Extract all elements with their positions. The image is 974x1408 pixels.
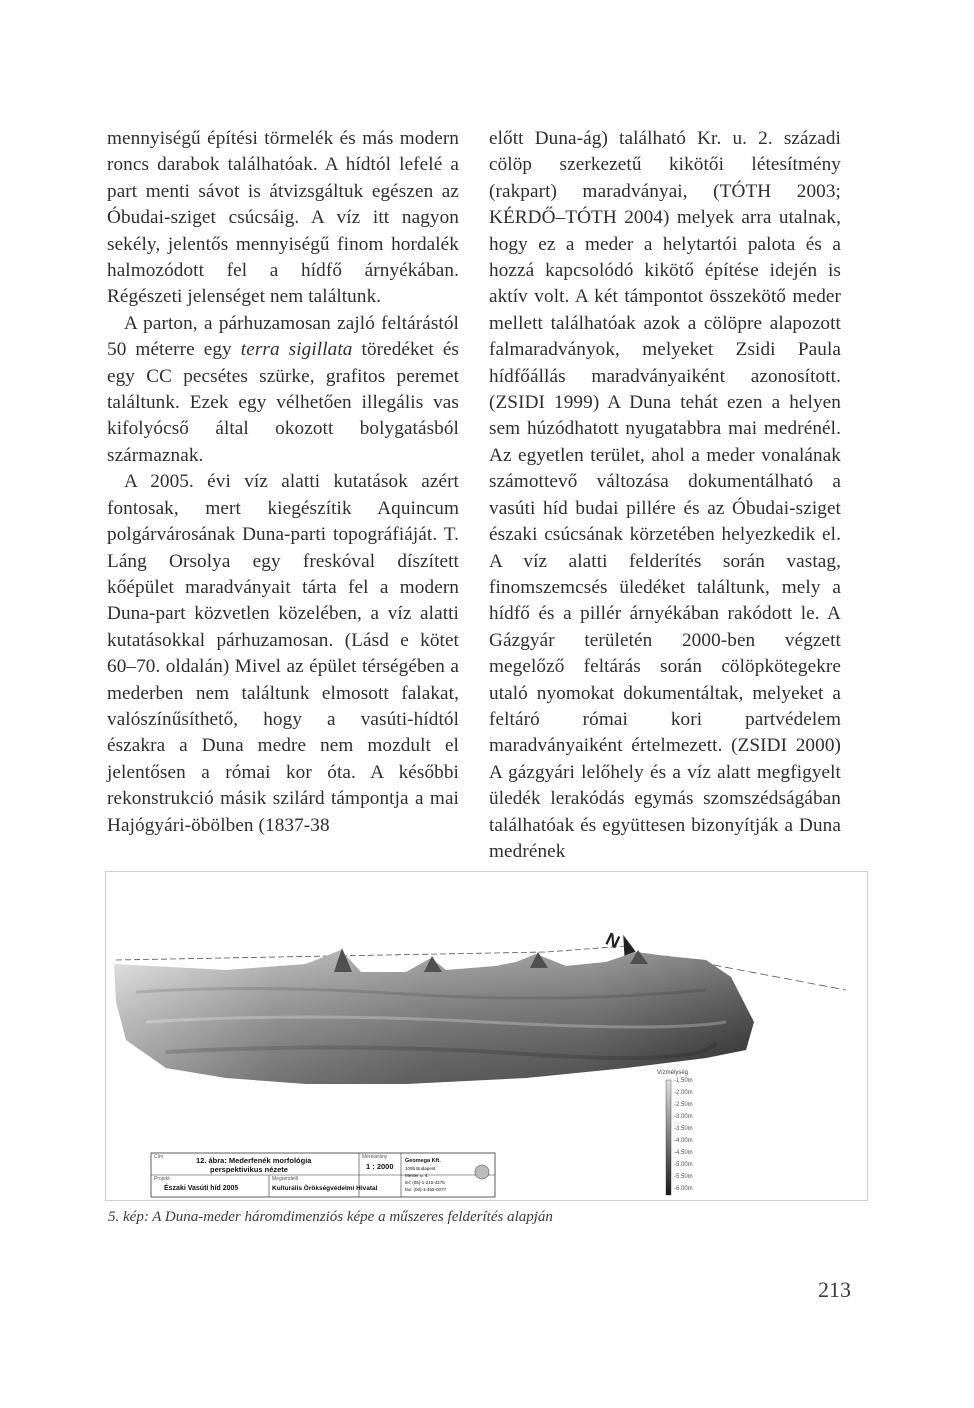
- paragraph: A parton, a párhuzamosan zajló feltárástól 50 méterre egy terra sigillata töredéket és egy CC pecsétes szürke, grafitos peremet találtunk. Ezek egy vélhetően illegális vas kifolyócső által okozott bolygatásból származnak.: [107, 312, 460, 466]
- legend-label: -3.00m: [674, 1114, 693, 1120]
- legend-label: -4.00m: [674, 1138, 693, 1144]
- right-text-column: [489, 126, 841, 865]
- title-block-client-label: Megrendelő: [272, 1176, 299, 1182]
- legend-label: -3.50m: [674, 1126, 693, 1132]
- title-block-client: Kulturális Örökségvédelmi Hivatal: [272, 1185, 378, 1192]
- title-block-title-line2: perspektivikus nézete: [210, 1165, 288, 1174]
- left-text-column: [107, 126, 459, 839]
- paragraph: A 2005. évi víz alatti kutatások azért fontosak, mert kiegészítik Aquincum polgárvárosának Duna-parti topográfiáját. T. Láng Orsolya egy freskóval díszített kőépület maradványait tárta fel a modern Duna-part közvetlen közelében, a víz alatti kutatásokkal párhuzamosan. (Lásd e kötet 60–70. oldalán) Mivel az épület térségében a mederben nem találtunk elmosott falakat, valószínűsíthető, hogy a vasúti-hídtól északra a Duna medre nem mozdult el jelentősen a római kor óta. A későbbi rekonstrukció másik szilárd támpontja a mai Hajógyári-öbölben (1837-38: [107, 471, 459, 836]
- title-block-project-label: Projekt: [154, 1176, 170, 1182]
- bathymetry-figure: [105, 871, 868, 1201]
- north-label: N: [602, 928, 623, 953]
- title-block-scale: 1 : 2000: [366, 1162, 394, 1171]
- legend-label: -2.00m: [674, 1090, 693, 1096]
- paragraph: előtt Duna-ág) található Kr. u. 2. századi cölöp szerkezetű kikötői létesítmény (rakpart) maradványai, (TÓTH 2003; KÉRDŐ–TÓTH 2004) melyek arra utalnak, hogy ez a meder a helytartói palota és a hozzá kapcsolódó kikötő építése idején is aktív volt. A két támpontot összekötő meder mellett találhatóak azok a cölöpre alapozott falmaradványok, melyeket Zsidi Paula hídfőállás maradványaiként azonosított. (ZSIDI 1999) A Duna tehát ezen a helyen sem húzódhatott nyugatabbra mai medrénél. Az egyetlen terület, ahol a meder vonalának számottevő változása dokumentálható a vasúti híd budai pillére és az Óbudai-sziget északi csúcsának körzetében helyezkedik el. A víz alatti felderítés során vastag, finomszemcsés üledéket találtunk, mely a hídfő és a pillér árnyékában rakódott le. A Gázgyár területén 2000-ben végzett megelőző feltárás során cölöpkötegekre utaló nyomokat dokumentáltak, melyeket a feltáró római kori partvédelem maradványaiként értelmezett. (ZSIDI 2000) A gázgyári lelőhely és a víz alatt megfigyelt üledék lerakódás egymás szomszédságában találhatóak és együttesen bizonyítják a Duna medrének: [489, 128, 841, 862]
- title-block-address2: Mester u. 4.: [405, 1173, 429, 1178]
- title-block-company: Geomega Kft.: [405, 1158, 441, 1164]
- riverbed-3d-render: [106, 872, 869, 1202]
- title-block-tel: tel: (06)-1-215-4276: [405, 1180, 445, 1185]
- figure-caption: 5. kép: A Duna-meder háromdimenziós képe a műszeres felderítés alapján: [108, 1209, 553, 1225]
- title-block-cim-label: Cím: [154, 1154, 164, 1160]
- legend-label: -5.00m: [674, 1162, 693, 1168]
- title-block-title-line1: 12. ábra: Mederfenék morfológia: [196, 1156, 312, 1165]
- legend-label: -2.50m: [674, 1102, 693, 1108]
- legend-label: -4.50m: [674, 1150, 693, 1156]
- title-block-address1: 1095 Budapest: [405, 1166, 436, 1171]
- legend-label: -1.50m: [674, 1078, 693, 1084]
- title-block-project: Északi Vasúti híd 2005: [164, 1185, 239, 1192]
- page-number: 213: [818, 1277, 851, 1302]
- paragraph: mennyiségű építési törmelék és más modern roncs darabok találhatóak. A hídtól lefelé a part menti sávot is átvizsgáltuk egészen az Óbudai-sziget csúcsáig. A víz itt nagyon sekély, jelentős mennyiségű finom hordalék halmozódott fel a hídfő árnyékában. Régészeti jelenséget nem találtunk.: [107, 128, 459, 308]
- legend-title: Vízmélység: [657, 1070, 689, 1076]
- legend-label: -5.50m: [674, 1174, 693, 1180]
- title-block-scale-label: Méretarány: [362, 1154, 388, 1160]
- italic-term: terra sigillata: [240, 339, 353, 361]
- title-block-fax: fax: (06)-1-455-0077: [405, 1187, 447, 1192]
- legend-label: -6.00m: [674, 1186, 693, 1192]
